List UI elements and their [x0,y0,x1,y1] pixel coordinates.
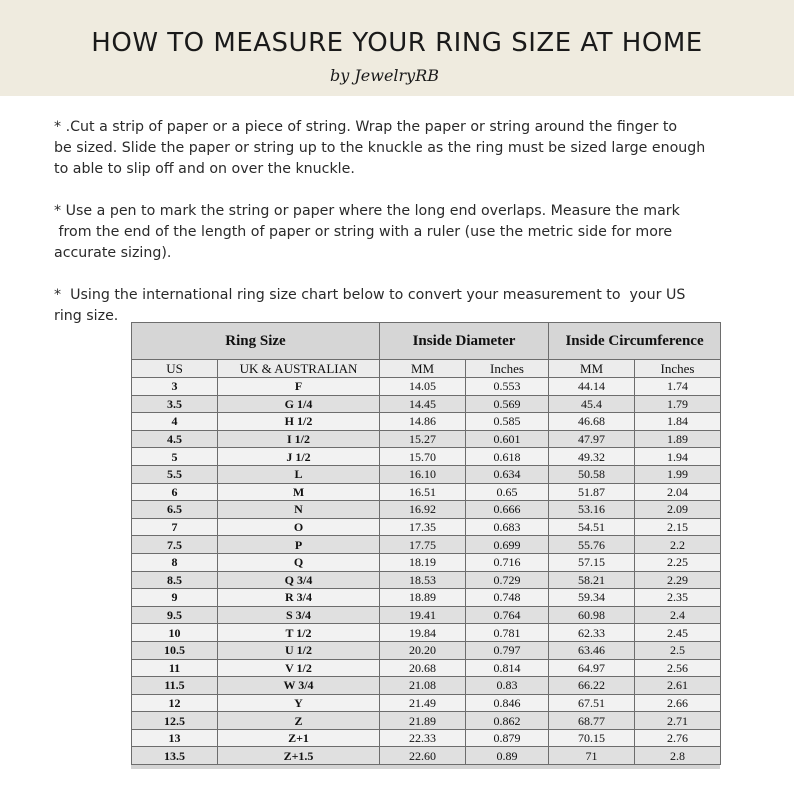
circumference-inches-cell: 2.76 [635,729,721,747]
table-row [132,483,721,501]
circumference-inches-cell: 1.79 [635,395,721,413]
uk-size-cell: U 1/2 [218,641,380,659]
circumference-inches-cell: 2.25 [635,553,721,571]
circumference-inches-cell: 2.35 [635,589,721,607]
us-size-cell: 7.5 [132,536,218,554]
page-header [0,0,794,96]
table-row [132,518,721,536]
table-row [132,659,721,677]
us-size-cell: 8.5 [132,571,218,589]
table-row [132,624,721,642]
page-title: HOW TO MEASURE YOUR RING SIZE AT HOME [91,28,703,58]
column-header-us: US [132,360,218,378]
uk-size-cell: I 1/2 [218,430,380,448]
diameter-inches-cell: 0.618 [466,448,549,466]
diameter-mm-cell: 22.60 [380,747,466,765]
us-size-cell: 9.5 [132,606,218,624]
circumference-mm-cell: 50.58 [549,465,635,483]
diameter-mm-cell: 18.19 [380,553,466,571]
circumference-mm-cell: 63.46 [549,641,635,659]
instruction-convert [54,285,744,327]
diameter-inches-cell: 0.879 [466,729,549,747]
diameter-mm-cell: 14.86 [380,413,466,431]
instruction-line: accurate sizing). [54,245,172,261]
us-size-cell: 9 [132,589,218,607]
diameter-mm-cell: 20.20 [380,641,466,659]
uk-size-cell: V 1/2 [218,659,380,677]
circumference-mm-cell: 66.22 [549,677,635,695]
us-size-cell: 13.5 [132,747,218,765]
instruction-line: from the end of the length of paper or string with a ruler (use the metric side for more [54,224,673,240]
circumference-mm-cell: 51.87 [549,483,635,501]
diameter-mm-cell: 15.70 [380,448,466,466]
circumference-mm-cell: 64.97 [549,659,635,677]
diameter-mm-cell: 19.84 [380,624,466,642]
diameter-inches-cell: 0.814 [466,659,549,677]
ring-size-table [131,322,721,765]
circumference-inches-cell: 2.09 [635,501,721,519]
instruction-line: to able to slip off and on over the knuckle. [54,161,355,177]
diameter-inches-cell: 0.716 [466,553,549,571]
circumference-inches-cell: 2.4 [635,606,721,624]
column-header-circumference-inches: Inches [635,360,721,378]
table-row [132,589,721,607]
circumference-mm-cell: 58.21 [549,571,635,589]
diameter-mm-cell: 17.75 [380,536,466,554]
circumference-mm-cell: 60.98 [549,606,635,624]
circumference-inches-cell: 1.89 [635,430,721,448]
table-body [132,378,721,765]
diameter-inches-cell: 0.729 [466,571,549,589]
circumference-inches-cell: 2.45 [635,624,721,642]
circumference-mm-cell: 70.15 [549,729,635,747]
us-size-cell: 10 [132,624,218,642]
us-size-cell: 7 [132,518,218,536]
uk-size-cell: M [218,483,380,501]
diameter-inches-cell: 0.764 [466,606,549,624]
uk-size-cell: O [218,518,380,536]
circumference-mm-cell: 62.33 [549,624,635,642]
circumference-mm-cell: 59.34 [549,589,635,607]
us-size-cell: 12.5 [132,712,218,730]
table-row [132,571,721,589]
us-size-cell: 6 [132,483,218,501]
diameter-inches-cell: 0.797 [466,641,549,659]
uk-size-cell: Q [218,553,380,571]
column-header-diameter-inches: Inches [466,360,549,378]
uk-size-cell: T 1/2 [218,624,380,642]
table-row [132,694,721,712]
circumference-mm-cell: 71 [549,747,635,765]
circumference-mm-cell: 54.51 [549,518,635,536]
table-row [132,448,721,466]
diameter-mm-cell: 22.33 [380,729,466,747]
instruction-mark-measure [54,201,744,264]
us-size-cell: 6.5 [132,501,218,519]
diameter-mm-cell: 16.92 [380,501,466,519]
us-size-cell: 11.5 [132,677,218,695]
instruction-line: ring size. [54,308,119,324]
uk-size-cell: Z+1 [218,729,380,747]
circumference-inches-cell: 2.04 [635,483,721,501]
diameter-inches-cell: 0.634 [466,465,549,483]
circumference-mm-cell: 47.97 [549,430,635,448]
column-header-uk-australian: UK & AUSTRALIAN [218,360,380,378]
diameter-mm-cell: 16.51 [380,483,466,501]
us-size-cell: 8 [132,553,218,571]
circumference-inches-cell: 1.94 [635,448,721,466]
circumference-inches-cell: 2.15 [635,518,721,536]
diameter-inches-cell: 0.781 [466,624,549,642]
diameter-inches-cell: 0.601 [466,430,549,448]
us-size-cell: 12 [132,694,218,712]
us-size-cell: 3.5 [132,395,218,413]
uk-size-cell: J 1/2 [218,448,380,466]
circumference-inches-cell: 2.2 [635,536,721,554]
us-size-cell: 11 [132,659,218,677]
circumference-inches-cell: 2.71 [635,712,721,730]
circumference-mm-cell: 46.68 [549,413,635,431]
diameter-inches-cell: 0.846 [466,694,549,712]
circumference-inches-cell: 1.99 [635,465,721,483]
instruction-line: * .Cut a strip of paper or a piece of string. Wrap the paper or string around the finger to [54,119,678,135]
diameter-mm-cell: 21.89 [380,712,466,730]
group-header-inside-diameter: Inside Diameter [380,323,549,360]
diameter-mm-cell: 14.45 [380,395,466,413]
uk-size-cell: N [218,501,380,519]
circumference-inches-cell: 2.29 [635,571,721,589]
column-header-circumference-mm: MM [549,360,635,378]
us-size-cell: 3 [132,378,218,396]
us-size-cell: 4.5 [132,430,218,448]
diameter-inches-cell: 0.89 [466,747,549,765]
us-size-cell: 5.5 [132,465,218,483]
circumference-inches-cell: 1.74 [635,378,721,396]
diameter-inches-cell: 0.699 [466,536,549,554]
us-size-cell: 5 [132,448,218,466]
circumference-mm-cell: 57.15 [549,553,635,571]
uk-size-cell: P [218,536,380,554]
diameter-mm-cell: 20.68 [380,659,466,677]
diameter-mm-cell: 15.27 [380,430,466,448]
table-row [132,413,721,431]
table-row [132,465,721,483]
diameter-inches-cell: 0.65 [466,483,549,501]
circumference-inches-cell: 2.66 [635,694,721,712]
uk-size-cell: Z [218,712,380,730]
diameter-mm-cell: 21.08 [380,677,466,695]
table-row [132,395,721,413]
uk-size-cell: Z+1.5 [218,747,380,765]
us-size-cell: 10.5 [132,641,218,659]
diameter-inches-cell: 0.569 [466,395,549,413]
diameter-inches-cell: 0.862 [466,712,549,730]
table-row [132,729,721,747]
circumference-inches-cell: 2.5 [635,641,721,659]
brand-byline: by JewelryRB [330,66,440,85]
uk-size-cell: R 3/4 [218,589,380,607]
instruction-line: * Using the international ring size chart below to convert your measurement to your US [54,287,686,303]
circumference-mm-cell: 53.16 [549,501,635,519]
diameter-inches-cell: 0.666 [466,501,549,519]
circumference-mm-cell: 45.4 [549,395,635,413]
uk-size-cell: L [218,465,380,483]
column-header-diameter-mm: MM [380,360,466,378]
table-row [132,712,721,730]
diameter-mm-cell: 21.49 [380,694,466,712]
circumference-mm-cell: 49.32 [549,448,635,466]
diameter-inches-cell: 0.683 [466,518,549,536]
diameter-mm-cell: 17.35 [380,518,466,536]
us-size-cell: 13 [132,729,218,747]
uk-size-cell: W 3/4 [218,677,380,695]
table-row [132,641,721,659]
circumference-inches-cell: 1.84 [635,413,721,431]
diameter-inches-cell: 0.748 [466,589,549,607]
instruction-line: be sized. Slide the paper or string up to the knuckle as the ring must be sized large enough [54,140,706,156]
group-header-ring-size: Ring Size [132,323,380,360]
circumference-inches-cell: 2.56 [635,659,721,677]
diameter-inches-cell: 0.553 [466,378,549,396]
circumference-mm-cell: 67.51 [549,694,635,712]
circumference-mm-cell: 55.76 [549,536,635,554]
table-row [132,430,721,448]
diameter-mm-cell: 18.53 [380,571,466,589]
table-row [132,378,721,396]
uk-size-cell: Q 3/4 [218,571,380,589]
instruction-cut-strip [54,117,744,180]
uk-size-cell: G 1/4 [218,395,380,413]
group-header-inside-circumference: Inside Circumference [549,323,721,360]
table-row [132,501,721,519]
diameter-mm-cell: 16.10 [380,465,466,483]
instruction-line: * Use a pen to mark the string or paper where the long end overlaps. Measure the mark [54,203,680,219]
circumference-mm-cell: 68.77 [549,712,635,730]
us-size-cell: 4 [132,413,218,431]
uk-size-cell: H 1/2 [218,413,380,431]
table-row [132,606,721,624]
table-row [132,536,721,554]
table-row [132,677,721,695]
table-row [132,553,721,571]
diameter-mm-cell: 18.89 [380,589,466,607]
circumference-inches-cell: 2.61 [635,677,721,695]
diameter-mm-cell: 14.05 [380,378,466,396]
ring-size-chart [131,322,720,769]
diameter-inches-cell: 0.83 [466,677,549,695]
uk-size-cell: Y [218,694,380,712]
uk-size-cell: F [218,378,380,396]
diameter-inches-cell: 0.585 [466,413,549,431]
circumference-inches-cell: 2.8 [635,747,721,765]
table-row [132,747,721,765]
uk-size-cell: S 3/4 [218,606,380,624]
diameter-mm-cell: 19.41 [380,606,466,624]
circumference-mm-cell: 44.14 [549,378,635,396]
